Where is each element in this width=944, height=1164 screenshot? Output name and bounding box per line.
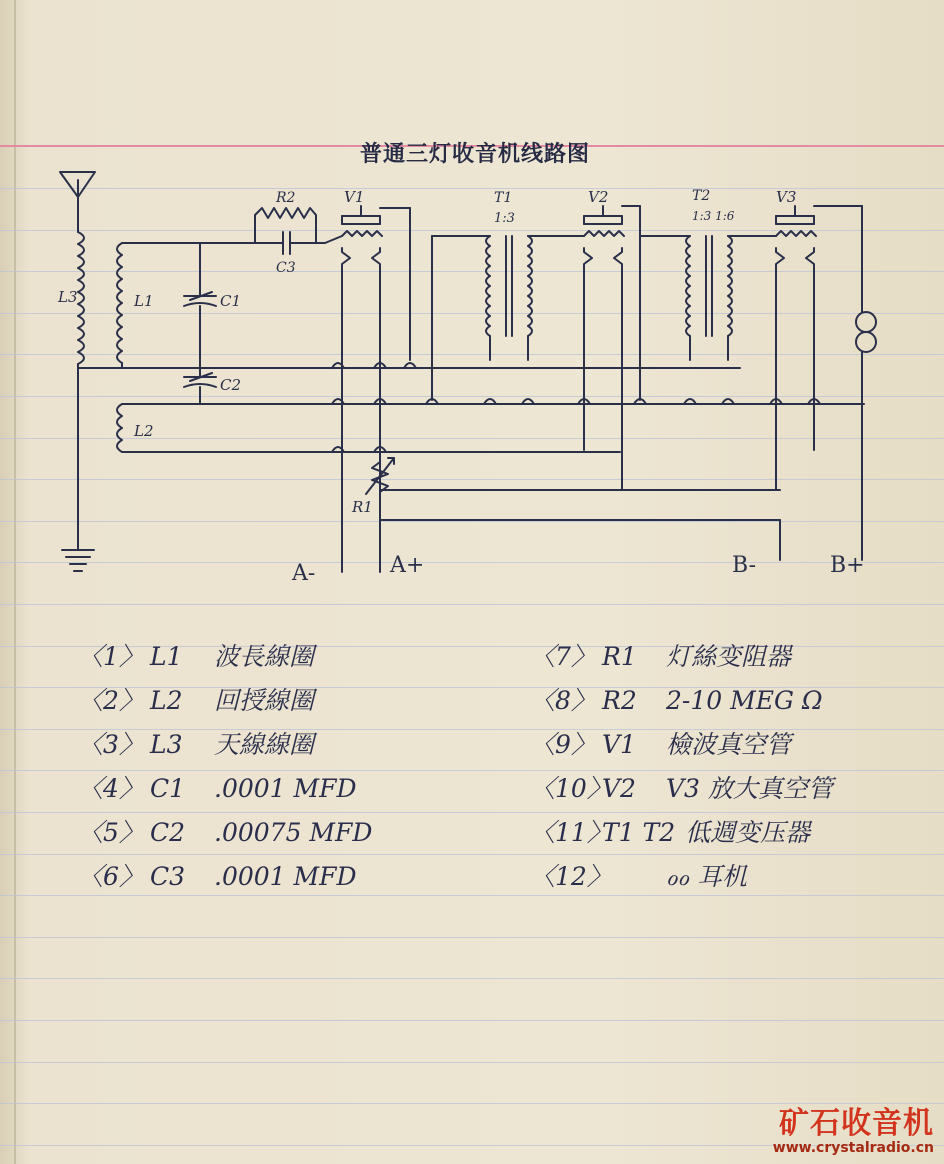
legend-description: ℴℴ 耳机	[666, 862, 748, 891]
ruled-line	[0, 1062, 944, 1063]
legend-code: L1	[150, 642, 183, 671]
legend-description: 波長線圈	[214, 642, 315, 671]
legend-number: 〈7〉	[530, 642, 596, 671]
legend-number: 〈5〉	[78, 818, 144, 847]
legend-number: 〈3〉	[78, 730, 144, 759]
watermark-title: 矿石收音机	[779, 1106, 934, 1141]
legend-item	[530, 637, 791, 673]
legend-code: V1	[602, 730, 636, 759]
legend-description: .0001 MFD	[214, 774, 357, 803]
legend-code: C1	[150, 774, 186, 803]
earphone-symbol	[856, 312, 876, 560]
legend-item	[530, 725, 791, 761]
legend-code: R1	[602, 642, 637, 671]
legend-item	[78, 681, 314, 717]
legend-description: 灯絲变阻器	[666, 642, 792, 671]
label-b-plus: B+	[830, 553, 865, 578]
label-v1: V1	[344, 188, 365, 206]
ruled-line	[0, 854, 944, 855]
legend-item	[78, 769, 357, 805]
legend-item	[530, 813, 810, 849]
label-l3: L3	[58, 288, 78, 306]
legend-code: R2	[602, 686, 637, 715]
legend-item	[78, 637, 314, 673]
antenna-symbol	[60, 172, 95, 232]
ruled-line	[0, 937, 944, 938]
legend-code: L3	[150, 730, 183, 759]
r2-resistor	[255, 208, 316, 243]
legend-code: T1 T2	[602, 818, 676, 847]
v3-tube	[776, 206, 862, 490]
legend-number: 〈1〉	[78, 642, 144, 671]
label-t1: T1	[494, 190, 513, 206]
label-t1-ratio: 1:3	[494, 211, 515, 226]
label-l1: L1	[134, 292, 154, 310]
legend-number: 〈10〉	[530, 774, 612, 803]
legend-description: 天線線圈	[214, 730, 315, 759]
label-l2: L2	[134, 422, 154, 440]
label-t2: T2	[692, 188, 711, 204]
ruled-line	[0, 604, 944, 605]
legend-code: C3	[150, 862, 186, 891]
l3-coil	[78, 232, 84, 364]
t2-transformer	[640, 236, 776, 360]
legend-item	[78, 813, 372, 849]
t1-transformer	[432, 236, 584, 400]
label-v3: V3	[776, 188, 797, 206]
legend-number: 〈12〉	[530, 862, 612, 891]
legend-item	[530, 681, 823, 717]
legend-code: C2	[150, 818, 186, 847]
label-r2: R2	[276, 190, 296, 206]
label-t2-ratio: 1:3 1:6	[692, 209, 735, 223]
legend-number: 〈4〉	[78, 774, 144, 803]
legend-code: L2	[150, 686, 183, 715]
legend-number: 〈2〉	[78, 686, 144, 715]
ground-symbol	[62, 545, 94, 571]
legend-number: 〈6〉	[78, 862, 144, 891]
label-c1: C1	[220, 292, 242, 310]
legend-description: 檢波真空管	[666, 730, 792, 759]
legend-code: V2	[602, 774, 636, 803]
ruled-line	[0, 978, 944, 979]
label-b-minus: B-	[732, 553, 757, 578]
l2-coil	[117, 404, 122, 452]
v2-tube	[584, 206, 640, 490]
legend-number: 〈9〉	[530, 730, 596, 759]
site-watermark	[773, 1098, 934, 1156]
legend-number: 〈11〉	[530, 818, 612, 847]
ruled-line	[0, 895, 944, 896]
label-a-minus: A-	[292, 561, 316, 586]
label-r1: R1	[352, 498, 373, 516]
label-v2: V2	[588, 188, 609, 206]
legend-description: V3 放大真空管	[666, 774, 833, 803]
legend-description: 2-10 MEG Ω	[666, 686, 823, 715]
label-a-plus: A+	[390, 553, 425, 578]
legend-description: 低週变压器	[685, 818, 811, 847]
legend-item	[78, 725, 314, 761]
legend-item	[530, 857, 747, 893]
legend-description: .0001 MFD	[214, 862, 357, 891]
legend-description: .00075 MFD	[214, 818, 373, 847]
legend-item	[78, 857, 357, 893]
label-c3: C3	[276, 260, 296, 276]
label-c2: C2	[220, 376, 242, 394]
watermark-url: www.crystalradio.cn	[772, 1140, 934, 1156]
ruled-line	[0, 1020, 944, 1021]
legend-item	[530, 769, 833, 805]
legend-description: 回授線圈	[214, 686, 315, 715]
r1-rheostat	[366, 452, 394, 500]
legend-number: 〈8〉	[530, 686, 596, 715]
diagram-title: 普通三灯收音机线路图	[360, 141, 591, 167]
l1-coil	[117, 243, 122, 363]
